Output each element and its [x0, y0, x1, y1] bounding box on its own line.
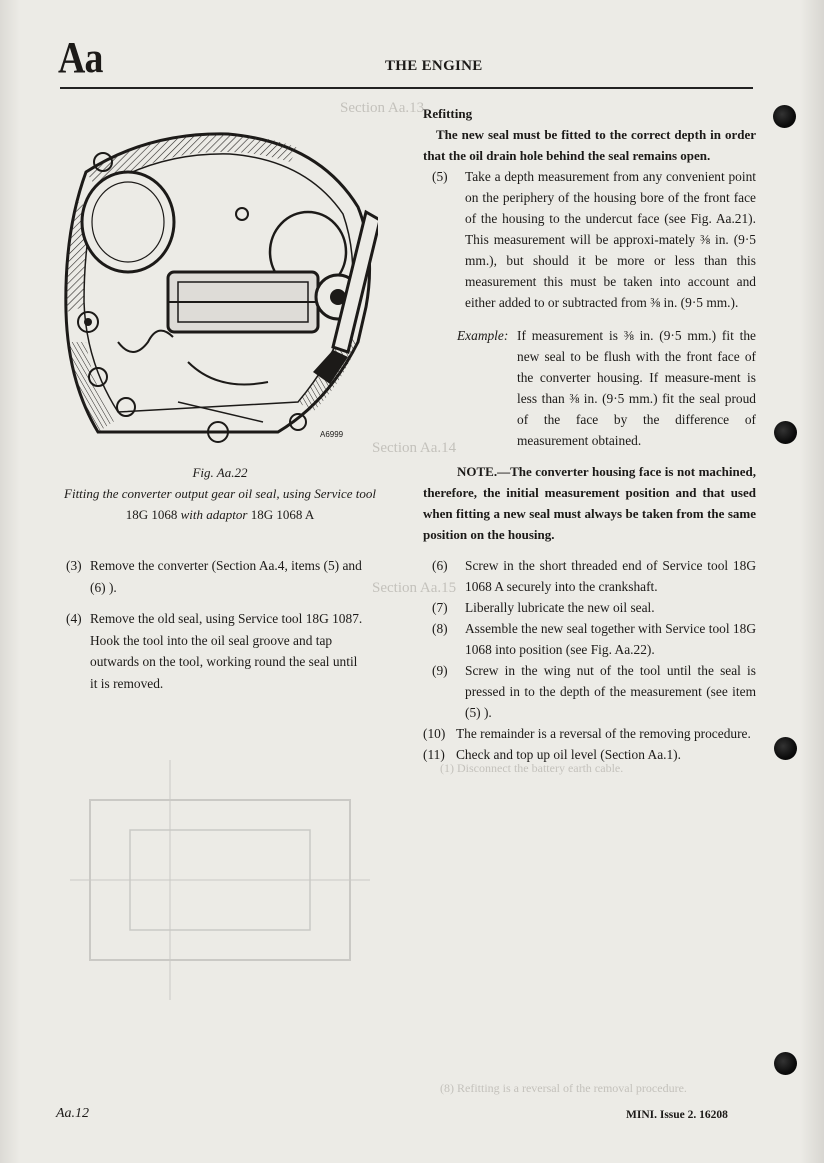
list-item: [423, 723, 756, 744]
list-item: [66, 555, 364, 598]
binder-hole: [773, 105, 796, 128]
item-number: (4): [66, 611, 82, 626]
right-column: [423, 103, 756, 765]
item-number: (8): [432, 621, 448, 636]
issue-info: MINI. Issue 2. 16208: [626, 1109, 728, 1121]
bleed-through: (8) Refitting is a reversal of the removal procedure.: [440, 1081, 687, 1095]
figure-caption: [60, 462, 380, 525]
page-number: Aa.12: [56, 1106, 90, 1121]
bleed-through-diagram: [70, 740, 390, 1020]
item-text: Check and top up oil level (Section Aa.1).: [456, 747, 681, 762]
caption-tool: 18G 1068: [125, 507, 178, 522]
page-title: THE ENGINE: [385, 58, 483, 74]
figure-illustration: [58, 102, 378, 462]
list-item: [423, 555, 756, 597]
intro-paragraph: The new seal must be fitted to the correct depth in order that the oil drain hole behind the seal remains open.: [423, 127, 756, 163]
figure-description: [60, 483, 380, 525]
bleed-through: Section Aa.13: [340, 100, 425, 116]
item-number: (10): [423, 726, 446, 741]
binder-hole: [774, 1052, 797, 1075]
item-text: Take a depth measurement from any convenient point on the periphery of the housing bore of the front face of the housing to the undercut face (see Fig. Aa.21). This measurement will be approxi-mately ⅜ in. (9·5 mm.), but should it be more or less than this measurement this must be taken into account and either added to or subtracted from ⅜ in. (9·5 mm.).: [465, 169, 756, 310]
bleed-through: Section Aa.15: [372, 580, 457, 596]
item-text: Remove the old seal, using Service tool 18G 1087. Hook the tool into the oil seal groove and tap outwards on the tool, working round the seal until it is removed.: [90, 611, 363, 691]
caption-tool: 18G 1068 A: [250, 507, 315, 522]
item-text: Liberally lubricate the new oil seal.: [465, 600, 655, 615]
section-heading: Refitting: [423, 106, 473, 121]
left-column: [66, 555, 364, 699]
item-text: Assemble the new seal together with Service tool 18G 1068 into position (see Fig. Aa.22).: [465, 621, 756, 657]
item-number: (9): [432, 663, 448, 678]
item-text: Remove the converter (Section Aa.4, items (5) and (6) ).: [90, 558, 362, 595]
bleed-through: Section Aa.14: [372, 440, 457, 456]
item-number: (7): [432, 600, 448, 615]
example-text: If measurement is ⅜ in. (9·5 mm.) fit the new seal to be flush with the front face of the converter housing. If measure-ment is less than ⅜ in. (9·5 mm.) fit the seal proud of the face by the difference of measurement obtained.: [517, 328, 756, 448]
example-label: Example:: [457, 328, 509, 343]
item-number: (5): [432, 169, 448, 184]
figure-title: Fig. Aa.22: [192, 465, 248, 480]
list-item: [423, 660, 756, 723]
refit-list: [423, 555, 756, 765]
binder-hole: [774, 421, 797, 444]
bleed-through: (1) Disconnect the battery earth cable.: [440, 761, 624, 775]
header-rule: [60, 87, 753, 89]
example-block: [457, 325, 756, 451]
item-number: (11): [423, 747, 445, 762]
item-number: (3): [66, 558, 82, 573]
caption-text: Fitting the converter output gear oil seal, using Service tool: [64, 486, 376, 501]
item-text: Screw in the short threaded end of Service tool 18G 1068 A securely into the crankshaft.: [465, 558, 756, 594]
binder-hole: [774, 737, 797, 760]
caption-text: with adaptor: [177, 507, 251, 522]
section-letter: Aa: [58, 33, 103, 82]
list-item: [423, 597, 756, 618]
list-item: [423, 744, 756, 765]
item-number: (6): [432, 558, 448, 573]
figure-code: A6999: [320, 430, 344, 439]
note-paragraph: NOTE.—The converter housing face is not machined, therefore, the initial measurement position and that used when fitting a new seal must always be taken from the same position on the housing.: [423, 464, 756, 542]
item-text: Screw in the wing nut of the tool until the seal is pressed in to the depth of the measurement (see item (5) ).: [465, 663, 756, 720]
list-item: [423, 166, 756, 313]
list-item: [423, 618, 756, 660]
item-text: The remainder is a reversal of the removing procedure.: [456, 726, 751, 741]
list-item: [66, 608, 364, 694]
